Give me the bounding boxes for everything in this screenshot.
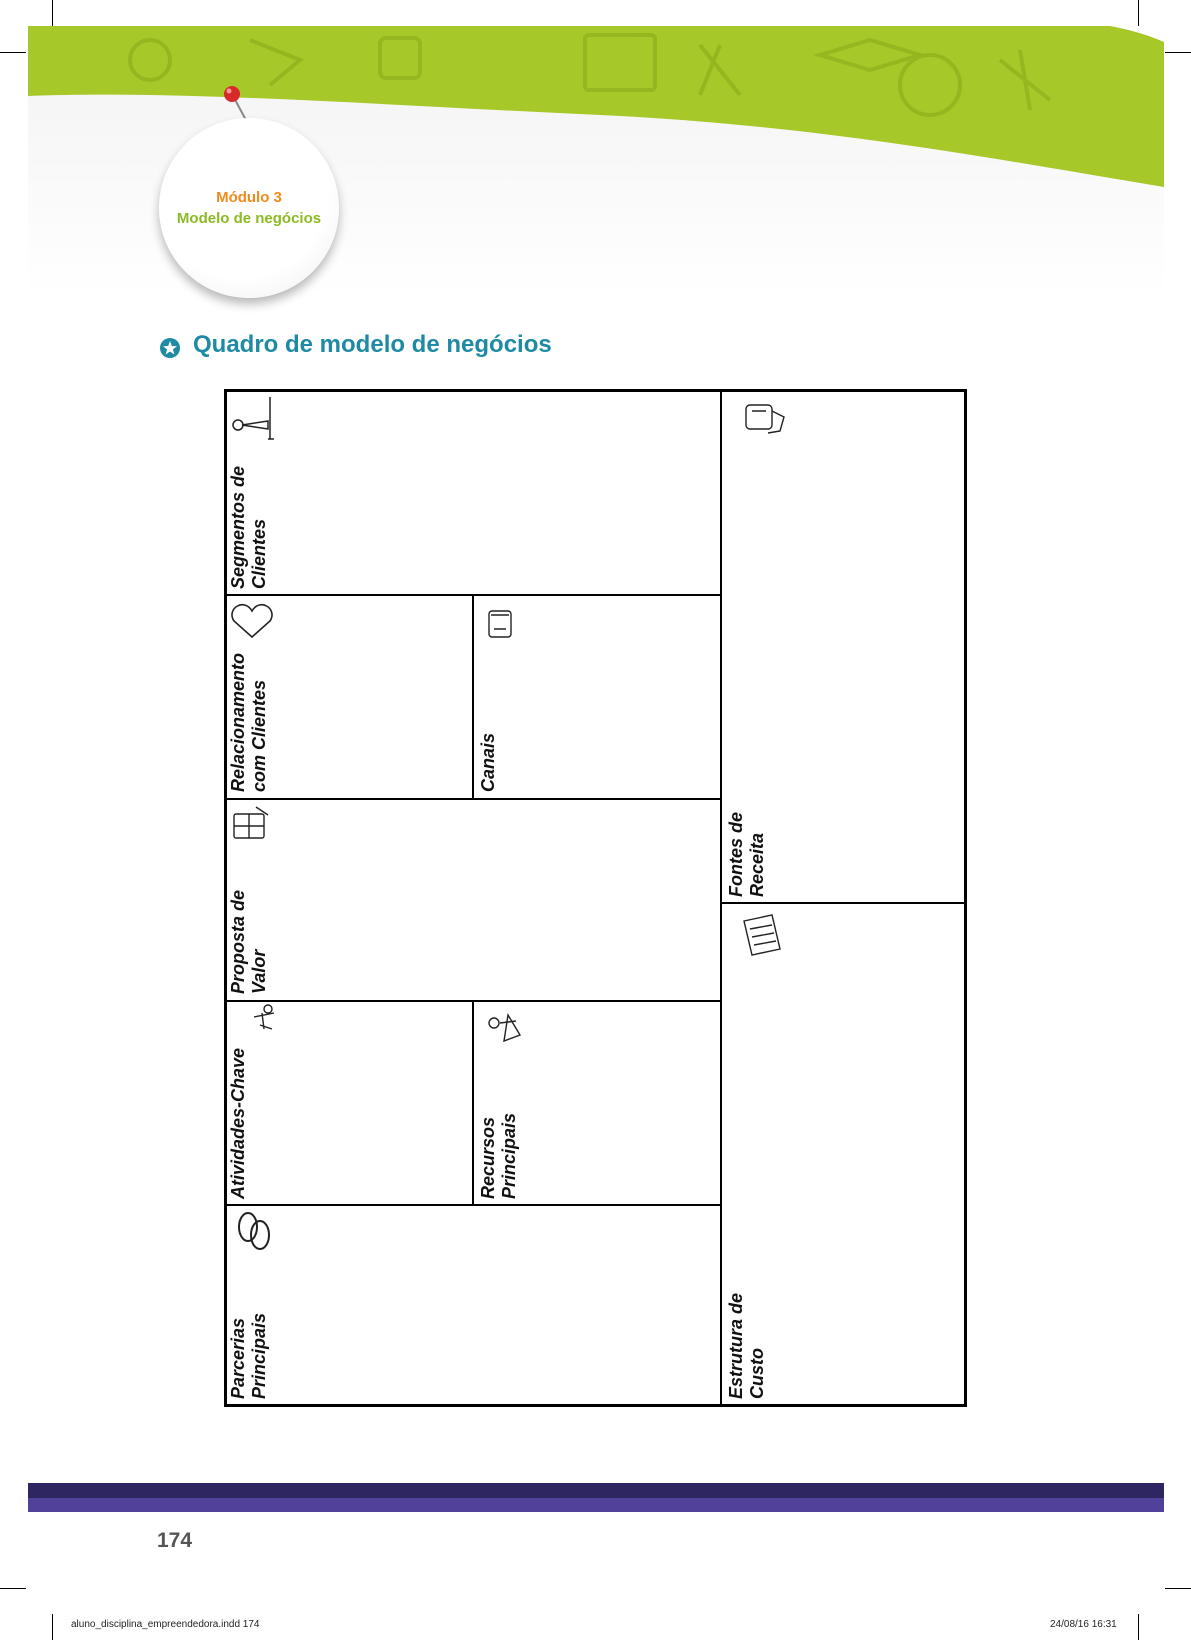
crop-mark <box>0 1588 26 1589</box>
label-line: Custo <box>747 1348 767 1399</box>
crop-mark <box>52 1614 53 1640</box>
cell-key-partners-label <box>228 1313 269 1399</box>
section-title: Quadro de modelo de negócios <box>193 331 552 358</box>
label-line: Segmentos de <box>228 465 248 589</box>
label-line: Valor <box>249 949 269 994</box>
canvas-frame <box>226 391 966 1406</box>
module-number: Módulo 3 <box>216 189 282 206</box>
label-line: com Clientes <box>249 679 269 792</box>
label-line: Fontes de <box>726 811 746 897</box>
cell-key-activities-label <box>228 1048 248 1200</box>
label-line: Parcerias <box>228 1317 248 1399</box>
label-line: Relacionamento <box>228 652 248 792</box>
label-line: Estrutura de <box>726 1292 746 1399</box>
module-name: Modelo de negócios <box>176 210 322 227</box>
business-model-canvas <box>224 389 967 1407</box>
slug-date-time: 24/08/16 16:31 <box>1050 1619 1117 1630</box>
pin-head-icon <box>224 86 240 102</box>
cell-channels-label <box>478 733 498 792</box>
cell-key-resources-label <box>478 1112 519 1199</box>
label-line: Principais <box>249 1312 269 1399</box>
star-circle-icon <box>159 337 181 359</box>
crop-mark <box>1138 1614 1139 1640</box>
crop-mark <box>1165 1588 1191 1589</box>
label-line: Principais <box>499 1112 519 1199</box>
label-line: Canais <box>478 732 498 792</box>
label-line: Proposta de <box>228 889 248 994</box>
page-number: 174 <box>157 1529 193 1552</box>
label-line: Atividades-Chave <box>228 1047 248 1199</box>
label-line: Recursos <box>478 1116 498 1199</box>
slug-file-name: aluno_disciplina_empreendedora.indd 174 <box>71 1619 260 1630</box>
module-badge <box>159 118 339 298</box>
footer-band <box>28 1483 1164 1512</box>
label-line: Receita <box>747 832 767 897</box>
label-line: Clientes <box>249 518 269 589</box>
